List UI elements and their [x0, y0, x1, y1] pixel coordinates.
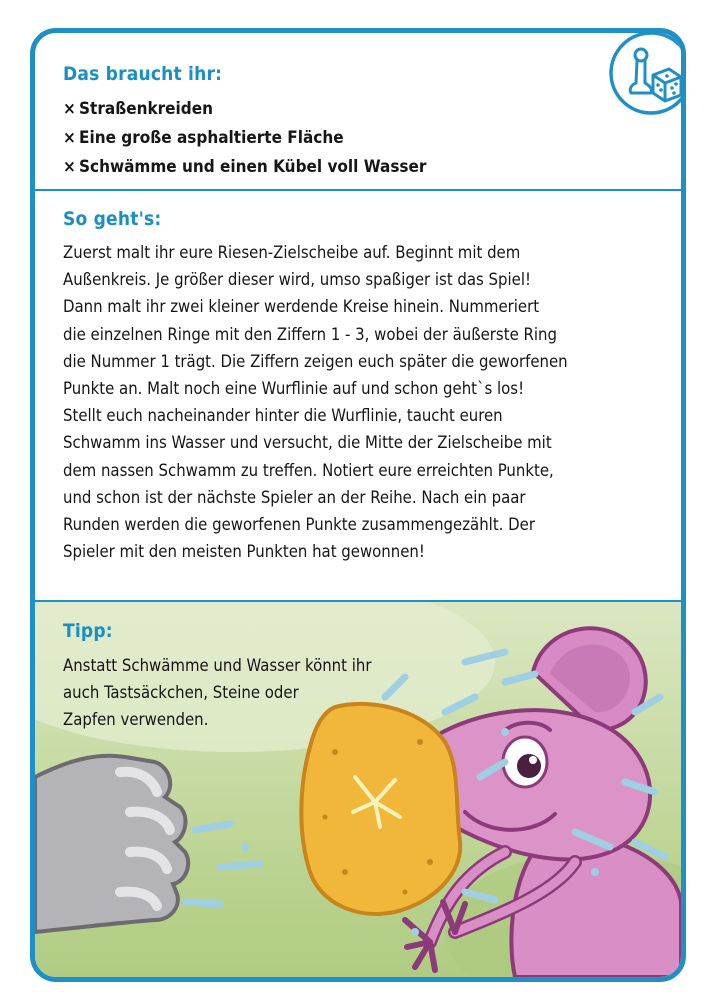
sponge-icon: [301, 704, 460, 914]
instructions-line: Zuerst malt ihr eure Riesen-Zielscheibe auf. Beginnt mit dem: [63, 243, 521, 262]
water-dot: [501, 728, 509, 736]
dice-pip: [659, 88, 663, 92]
game-card: [30, 28, 686, 982]
instructions-line: Punkte an. Malt noch eine Wurflinie auf und schon geht`s los!: [63, 379, 525, 399]
instructions-line: die einzelnen Ringe mit den Ziffern 1 - 3, wobei der äußerste Ring: [63, 324, 557, 344]
water-drop: [220, 864, 260, 867]
hand-shape: [35, 756, 188, 932]
instructions-heading: So geht's:: [63, 208, 162, 230]
mouse-pupil: [517, 754, 541, 778]
tip-text: [63, 652, 423, 734]
bullet-icon: ×: [63, 99, 76, 119]
instructions-line: Spieler mit den meisten Punkten hat gewonnen!: [63, 542, 425, 562]
needs-item: [63, 124, 426, 153]
water-drop: [185, 902, 220, 904]
tip-heading: Tipp:: [63, 620, 113, 642]
instructions-text: [63, 239, 653, 565]
sponge-pore: [427, 859, 433, 865]
bullet-icon: ×: [63, 157, 76, 177]
needs-heading: Das braucht ihr:: [63, 63, 223, 85]
needs-item: [63, 95, 426, 124]
tip-line: Zapfen verwenden.: [63, 710, 209, 730]
sponge-pore: [417, 739, 423, 745]
sponge-body: [301, 704, 460, 914]
needs-item-label: Straßenkreiden: [79, 99, 213, 119]
needs-item-label: Eine große asphaltierte Fläche: [79, 128, 344, 148]
water-dot: [411, 928, 419, 936]
instructions-line: und schon ist der nächste Spieler an der Reihe. Nach ein paar: [63, 487, 526, 507]
tip-line: auch Tastsäckchen, Steine oder: [63, 683, 299, 703]
sponge-pore: [342, 869, 348, 875]
dice-pip: [665, 74, 669, 78]
needs-item-label: Schwämme und einen Kübel voll Wasser: [79, 157, 427, 177]
instructions-line: dem nassen Schwamm zu treffen. Notiert eure erreichten Punkte,: [63, 460, 554, 480]
instructions-line: Dann malt ihr zwei kleiner werdende Kreise hinein. Nummeriert: [63, 297, 540, 317]
instructions-line: Stellt euch nacheinander hinter die Wurflinie, taucht euren: [63, 406, 503, 426]
water-drop: [195, 824, 230, 830]
tip-section: [35, 602, 681, 977]
dice-pip: [656, 83, 660, 87]
dice-pip: [674, 82, 678, 86]
instructions-line: Schwamm ins Wasser und versucht, die Mitte der Zielscheibe mit: [63, 433, 552, 453]
mouse-eye-highlight: [529, 756, 537, 764]
sponge-pore: [323, 815, 328, 820]
water-dot: [591, 868, 599, 876]
section-divider: [35, 189, 681, 191]
instructions-line: Außenkreis. Je größer dieser wird, umso spaßiger ist das Spiel!: [63, 270, 531, 290]
bullet-icon: ×: [63, 128, 76, 148]
instructions-line: Runden werden die geworfenen Punkte zusammengezählt. Der: [63, 515, 535, 535]
hand-icon: [35, 756, 188, 932]
pawn-and-dice-icon: [601, 33, 686, 123]
dice-pip: [670, 86, 674, 90]
tip-line: Anstatt Schwämme und Wasser könnt ihr: [63, 656, 372, 675]
needs-item: [63, 153, 426, 182]
dice-pip: [672, 91, 676, 95]
sponge-pore: [403, 890, 408, 895]
water-dot: [241, 843, 249, 851]
water-drop: [505, 674, 535, 682]
needs-list: [63, 95, 426, 182]
sponge-pore: [332, 749, 338, 755]
instructions-line: die Nummer 1 trägt. Die Ziffern zeigen euch später die geworfenen: [63, 351, 568, 371]
